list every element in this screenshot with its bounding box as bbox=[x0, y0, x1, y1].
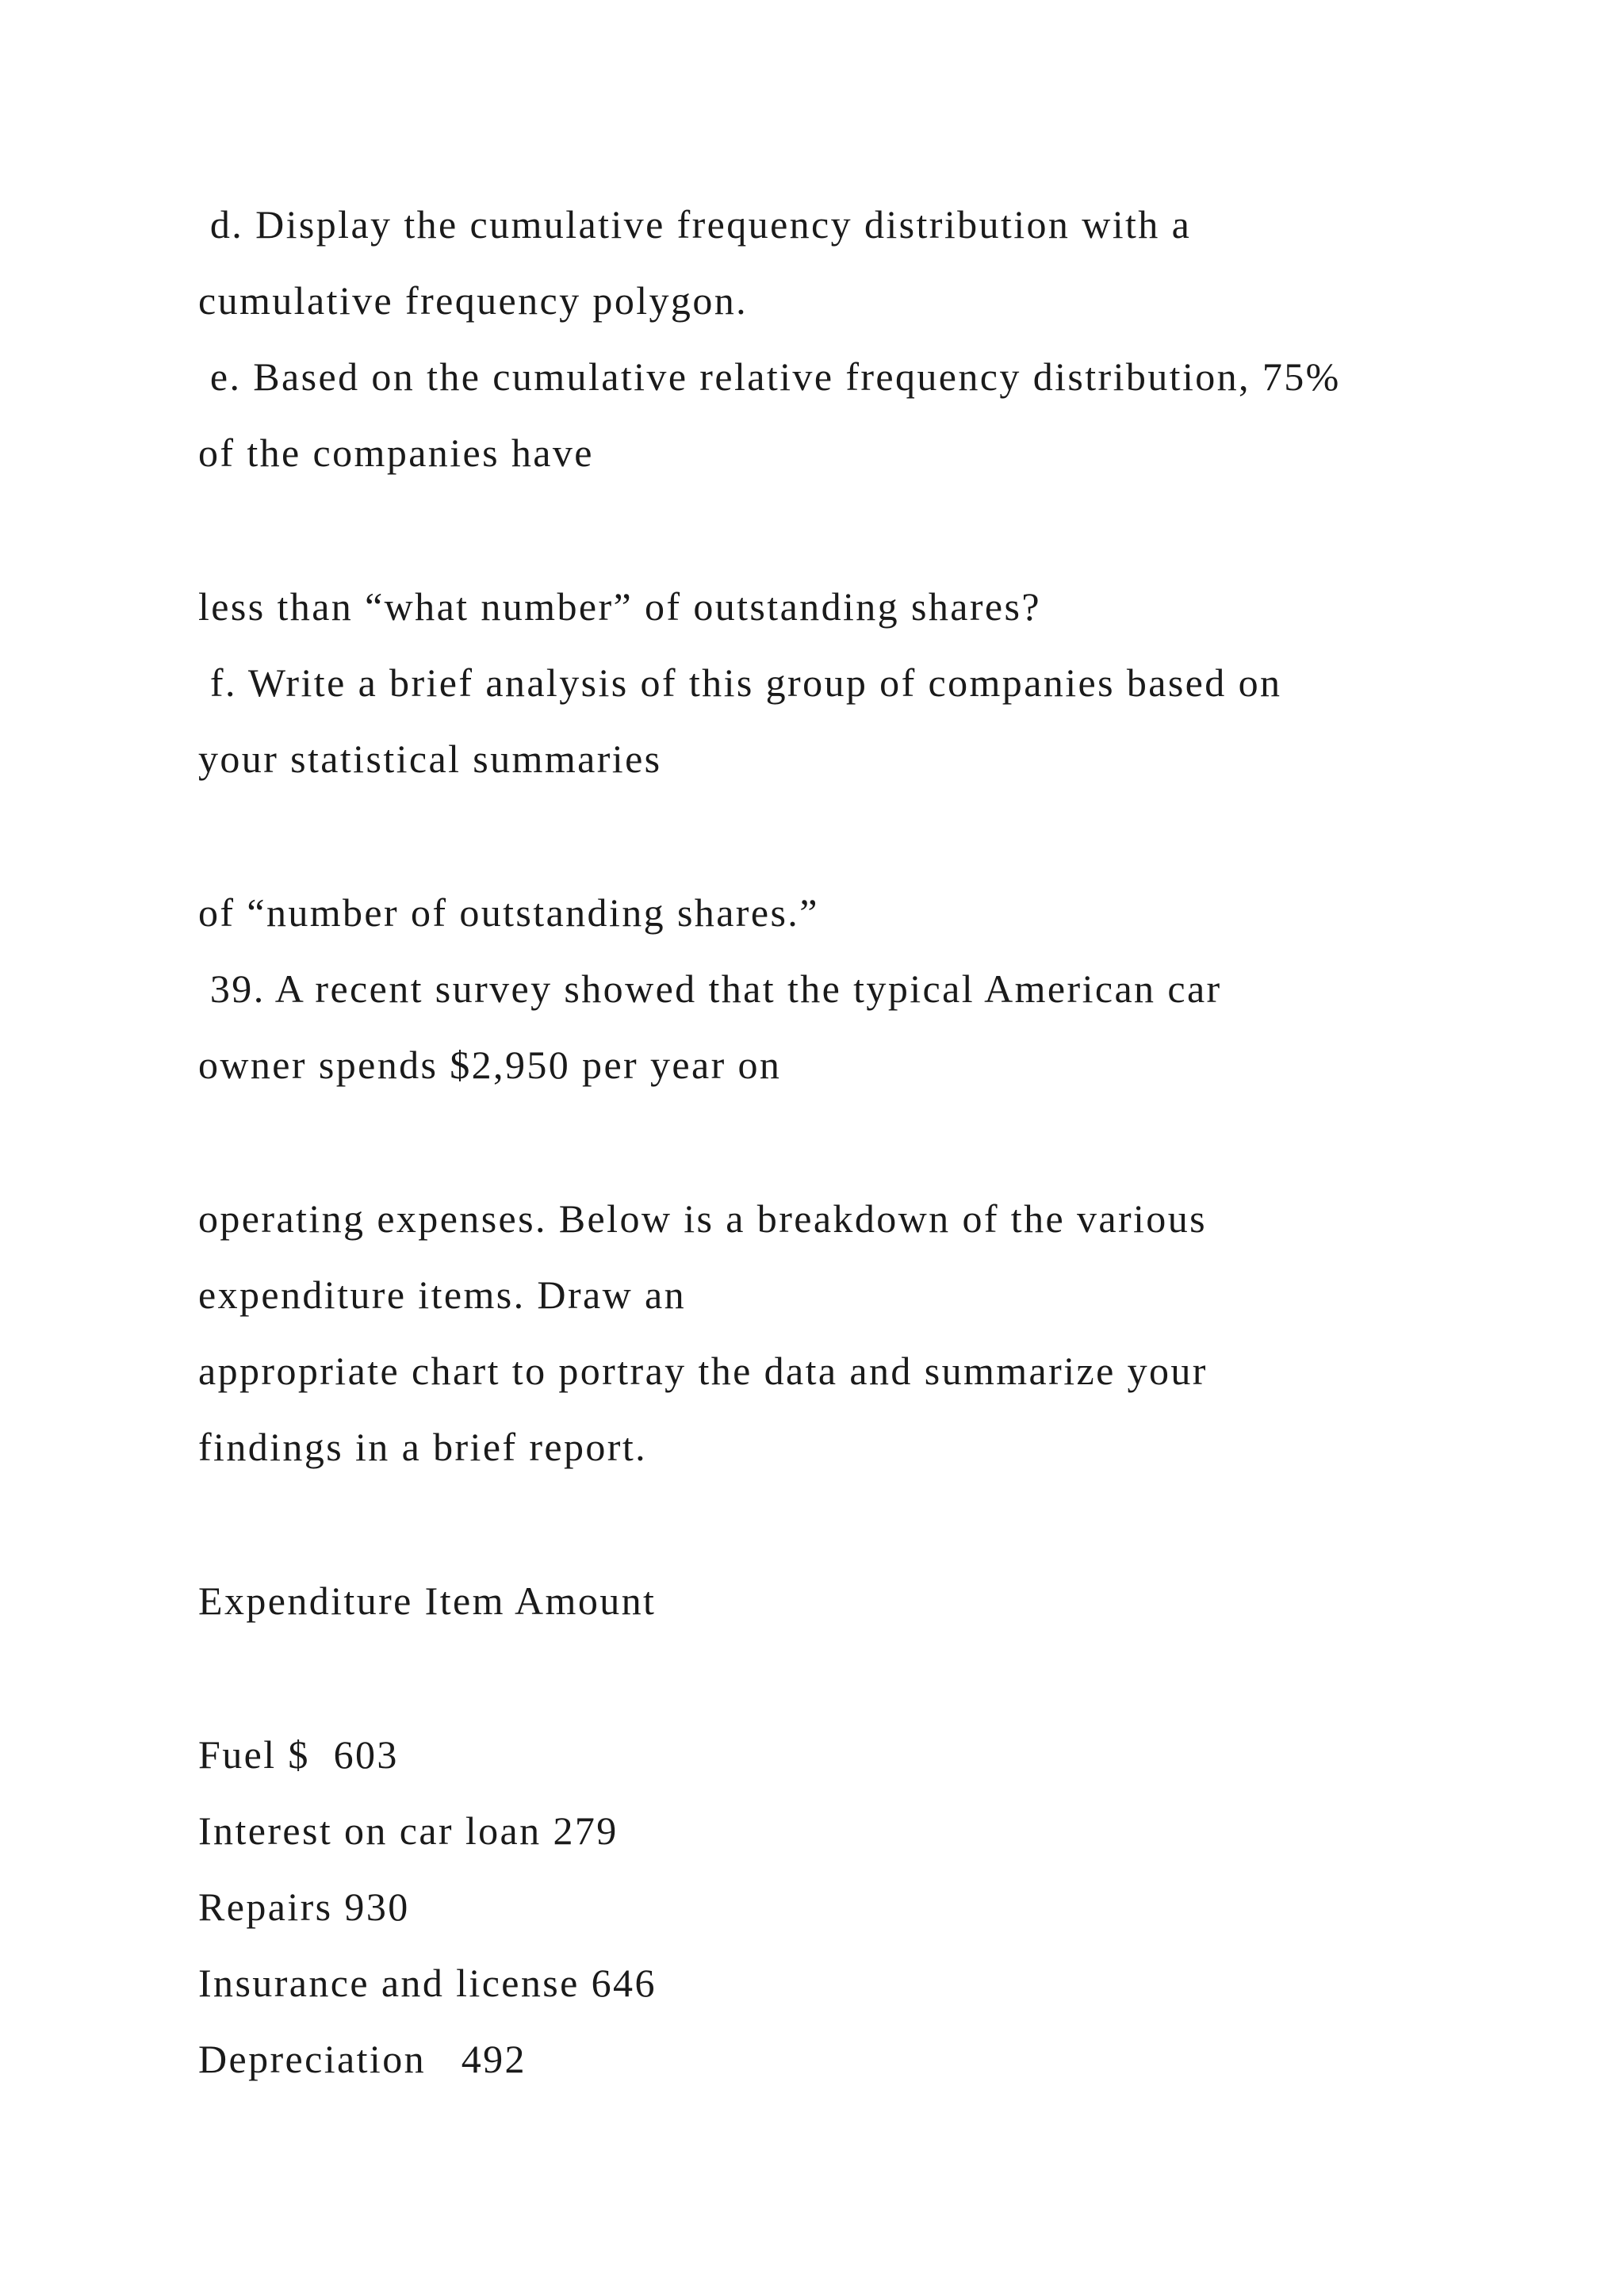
text-line-f-3: of “number of outstanding shares.” bbox=[198, 890, 819, 935]
text-line-e-3: less than “what number” of outstanding shares? bbox=[198, 584, 1041, 629]
text-line-e-2: of the companies have bbox=[198, 430, 594, 475]
text-line-39-2: owner spends $2,950 per year on bbox=[198, 1043, 782, 1087]
text-line-d-2: cumulative frequency polygon. bbox=[198, 278, 749, 323]
text-line-d-1: d. Display the cumulative frequency distribution with a bbox=[198, 202, 1192, 247]
table-row-fuel: Fuel $ 603 bbox=[198, 1732, 399, 1777]
text-line-f-1: f. Write a brief analysis of this group of companies based on bbox=[198, 660, 1282, 705]
table-row-insurance: Insurance and license 646 bbox=[198, 1961, 657, 2005]
table-header: Expenditure Item Amount bbox=[198, 1578, 657, 1623]
text-line-39-5: appropriate chart to portray the data and summarize your bbox=[198, 1349, 1208, 1393]
table-row-interest: Interest on car loan 279 bbox=[198, 1808, 619, 1853]
text-line-39-1: 39. A recent survey showed that the typical American car bbox=[198, 966, 1222, 1011]
text-line-e-1: e. Based on the cumulative relative frequency distribution, 75% bbox=[198, 354, 1341, 399]
text-line-39-3: operating expenses. Below is a breakdown of the various bbox=[198, 1196, 1207, 1241]
table-row-depreciation: Depreciation 492 bbox=[198, 2037, 527, 2081]
text-line-39-4: expenditure items. Draw an bbox=[198, 1272, 686, 1317]
text-line-39-6: findings in a brief report. bbox=[198, 1425, 648, 1469]
table-row-repairs: Repairs 930 bbox=[198, 1885, 410, 1929]
text-line-f-2: your statistical summaries bbox=[198, 737, 662, 781]
